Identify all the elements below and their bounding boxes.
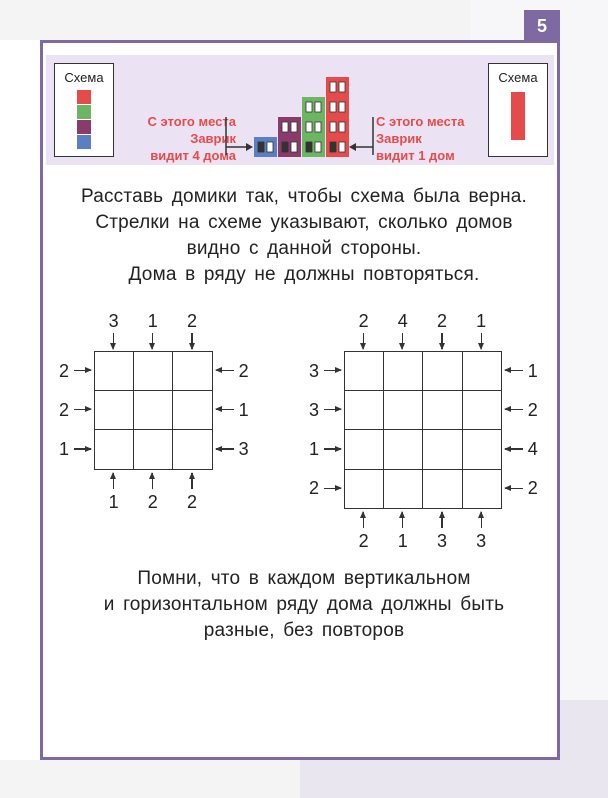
scheme-swatch	[511, 92, 525, 140]
clue-arrow-head-top	[360, 343, 366, 350]
grid-cell[interactable]	[94, 390, 135, 431]
house-window	[306, 102, 312, 112]
house-window	[339, 142, 345, 152]
grid-cell[interactable]	[172, 429, 213, 470]
grid-cell[interactable]	[383, 390, 424, 431]
house-window	[267, 142, 273, 152]
grid-cell[interactable]	[422, 469, 463, 510]
clue-arrow-head-right	[504, 485, 511, 491]
clue-top: 2	[358, 311, 369, 331]
clue-arrow-head-bottom	[149, 472, 155, 479]
house-window	[282, 122, 288, 132]
clue-arrow-head-bottom	[478, 511, 484, 518]
clue-arrow-head-right	[215, 446, 222, 452]
grid-cell[interactable]	[462, 351, 503, 392]
reminder-line: и горизонтальном ряду дома должны быть	[103, 594, 505, 615]
clue-arrow-head-left	[335, 406, 342, 412]
clue-right: 1	[527, 360, 538, 381]
clue-top: 1	[147, 311, 158, 331]
right-note-line: С этого места	[376, 114, 465, 129]
right-note-line: Заврик	[376, 131, 422, 146]
house-window	[330, 122, 336, 132]
clue-arrow-head-left	[335, 485, 342, 491]
house-window	[306, 142, 312, 152]
clue-arrow-head-bottom	[399, 511, 405, 518]
clue-arrow-head-right	[504, 446, 511, 452]
clue-left: 3	[308, 360, 319, 381]
grid-cell[interactable]	[172, 390, 213, 431]
left-scheme-title: Схема	[64, 70, 104, 85]
clue-left: 3	[308, 399, 319, 420]
clue-left: 2	[308, 478, 319, 499]
grid-cell[interactable]	[462, 429, 503, 470]
grid-cell[interactable]	[383, 469, 424, 510]
clue-left: 2	[58, 360, 69, 381]
house-building	[278, 117, 301, 157]
grid-cell[interactable]	[94, 429, 135, 470]
clue-left: 2	[58, 399, 69, 420]
grid-cell[interactable]	[344, 390, 385, 431]
clue-arrow-head-right	[504, 406, 511, 412]
reminder-line: Помни, что в каждом вертикальном	[137, 568, 471, 589]
left-note-line: С этого места	[147, 114, 236, 129]
house-window	[306, 122, 312, 132]
house-window	[330, 142, 336, 152]
clue-arrow-head-top	[110, 343, 116, 350]
right-view-arrow-head	[349, 143, 356, 151]
house-window	[291, 142, 297, 152]
house-window	[315, 122, 321, 132]
right-note-line: видит 1 дом	[376, 148, 455, 163]
puzzle-grid-4x4	[308, 311, 538, 551]
clue-top: 4	[397, 311, 408, 331]
house-window	[282, 142, 288, 152]
background-block-top	[0, 0, 470, 40]
grid-cell[interactable]	[344, 351, 385, 392]
right-scheme-box	[488, 63, 548, 157]
clue-arrow-head-right	[215, 406, 222, 412]
reminder-line: разные, без повторов	[203, 620, 405, 641]
clue-top: 2	[186, 311, 197, 331]
house-window	[291, 122, 297, 132]
clue-arrow-head-top	[399, 343, 405, 350]
clue-arrow-head-top	[149, 343, 155, 350]
grid-cell[interactable]	[133, 429, 174, 470]
grid-cell[interactable]	[344, 429, 385, 470]
clue-arrow-head-left	[335, 446, 342, 452]
clue-top: 3	[108, 311, 119, 331]
house-window	[315, 102, 321, 112]
clue-top: 2	[436, 311, 447, 331]
instruction-line: видно с данной стороны.	[186, 238, 422, 259]
clue-bottom: 2	[186, 491, 197, 512]
clue-arrow-head-top	[439, 343, 445, 350]
reminder-text	[40, 566, 568, 644]
grid-cell[interactable]	[383, 429, 424, 470]
left-note-line: видит 4 дома	[150, 148, 236, 163]
instructions-text	[40, 184, 568, 288]
instruction-line: Дома в ряду не должны повторяться.	[128, 264, 480, 285]
example-banner	[46, 55, 554, 165]
clue-bottom: 3	[476, 530, 487, 551]
house-window	[339, 102, 345, 112]
clue-arrow-head-bottom	[360, 511, 366, 518]
grid-cell[interactable]	[94, 351, 135, 392]
clue-bottom: 1	[397, 530, 408, 551]
clue-arrow-head-left	[85, 446, 92, 452]
house-window	[315, 142, 321, 152]
clue-arrow-head-top	[478, 343, 484, 350]
clue-arrow-head-top	[189, 343, 195, 350]
grid-cell[interactable]	[133, 390, 174, 431]
grid-cell[interactable]	[172, 351, 213, 392]
grid-cell[interactable]	[422, 351, 463, 392]
house-building	[302, 97, 325, 157]
grid-cell[interactable]	[383, 351, 424, 392]
houses-group	[254, 77, 349, 157]
grid-cell[interactable]	[422, 390, 463, 431]
house-building	[254, 137, 277, 157]
clue-right: 2	[527, 399, 538, 420]
house-building	[326, 77, 349, 157]
clue-right: 4	[527, 439, 538, 459]
left-view-arrow-head	[246, 143, 253, 151]
clue-arrow-head-right	[215, 367, 222, 373]
house-window	[339, 122, 345, 132]
clue-top: 1	[476, 311, 487, 331]
clue-arrow-head-bottom	[439, 511, 445, 518]
clue-right: 2	[527, 478, 538, 499]
instruction-line: Расставь домики так, чтобы схема была верна.	[80, 186, 528, 207]
house-window	[330, 82, 336, 92]
right-scheme-title: Схема	[498, 70, 538, 85]
house-window	[330, 102, 336, 112]
grid-cell[interactable]	[422, 429, 463, 470]
grid-cell[interactable]	[462, 390, 503, 431]
clue-left: 1	[58, 439, 69, 459]
clue-right: 2	[238, 360, 249, 381]
clue-left: 1	[308, 439, 319, 459]
clue-arrow-head-left	[335, 367, 342, 373]
right-note	[376, 113, 486, 164]
clue-arrow-head-bottom	[189, 472, 195, 479]
house-window	[339, 82, 345, 92]
clue-bottom: 3	[436, 530, 447, 551]
puzzle-grid-3x3	[58, 311, 249, 512]
grid-cell[interactable]	[344, 469, 385, 510]
house-window	[258, 142, 264, 152]
clue-arrow-head-left	[85, 367, 92, 373]
grid-cell[interactable]	[133, 351, 174, 392]
clue-arrow-head-left	[85, 406, 92, 412]
clue-bottom: 1	[108, 491, 119, 512]
clue-bottom: 2	[147, 491, 158, 512]
clue-arrow-head-right	[504, 367, 511, 373]
clue-arrow-head-bottom	[110, 472, 116, 479]
clue-bottom: 2	[358, 530, 369, 551]
grid-cell[interactable]	[462, 469, 503, 510]
instruction-line: Стрелки на схеме указывают, сколько домов	[95, 212, 513, 233]
left-note-line: Заврик	[190, 131, 236, 146]
page-number-badge: 5	[524, 10, 560, 42]
clue-right: 3	[238, 439, 249, 459]
clue-right: 1	[238, 399, 249, 420]
